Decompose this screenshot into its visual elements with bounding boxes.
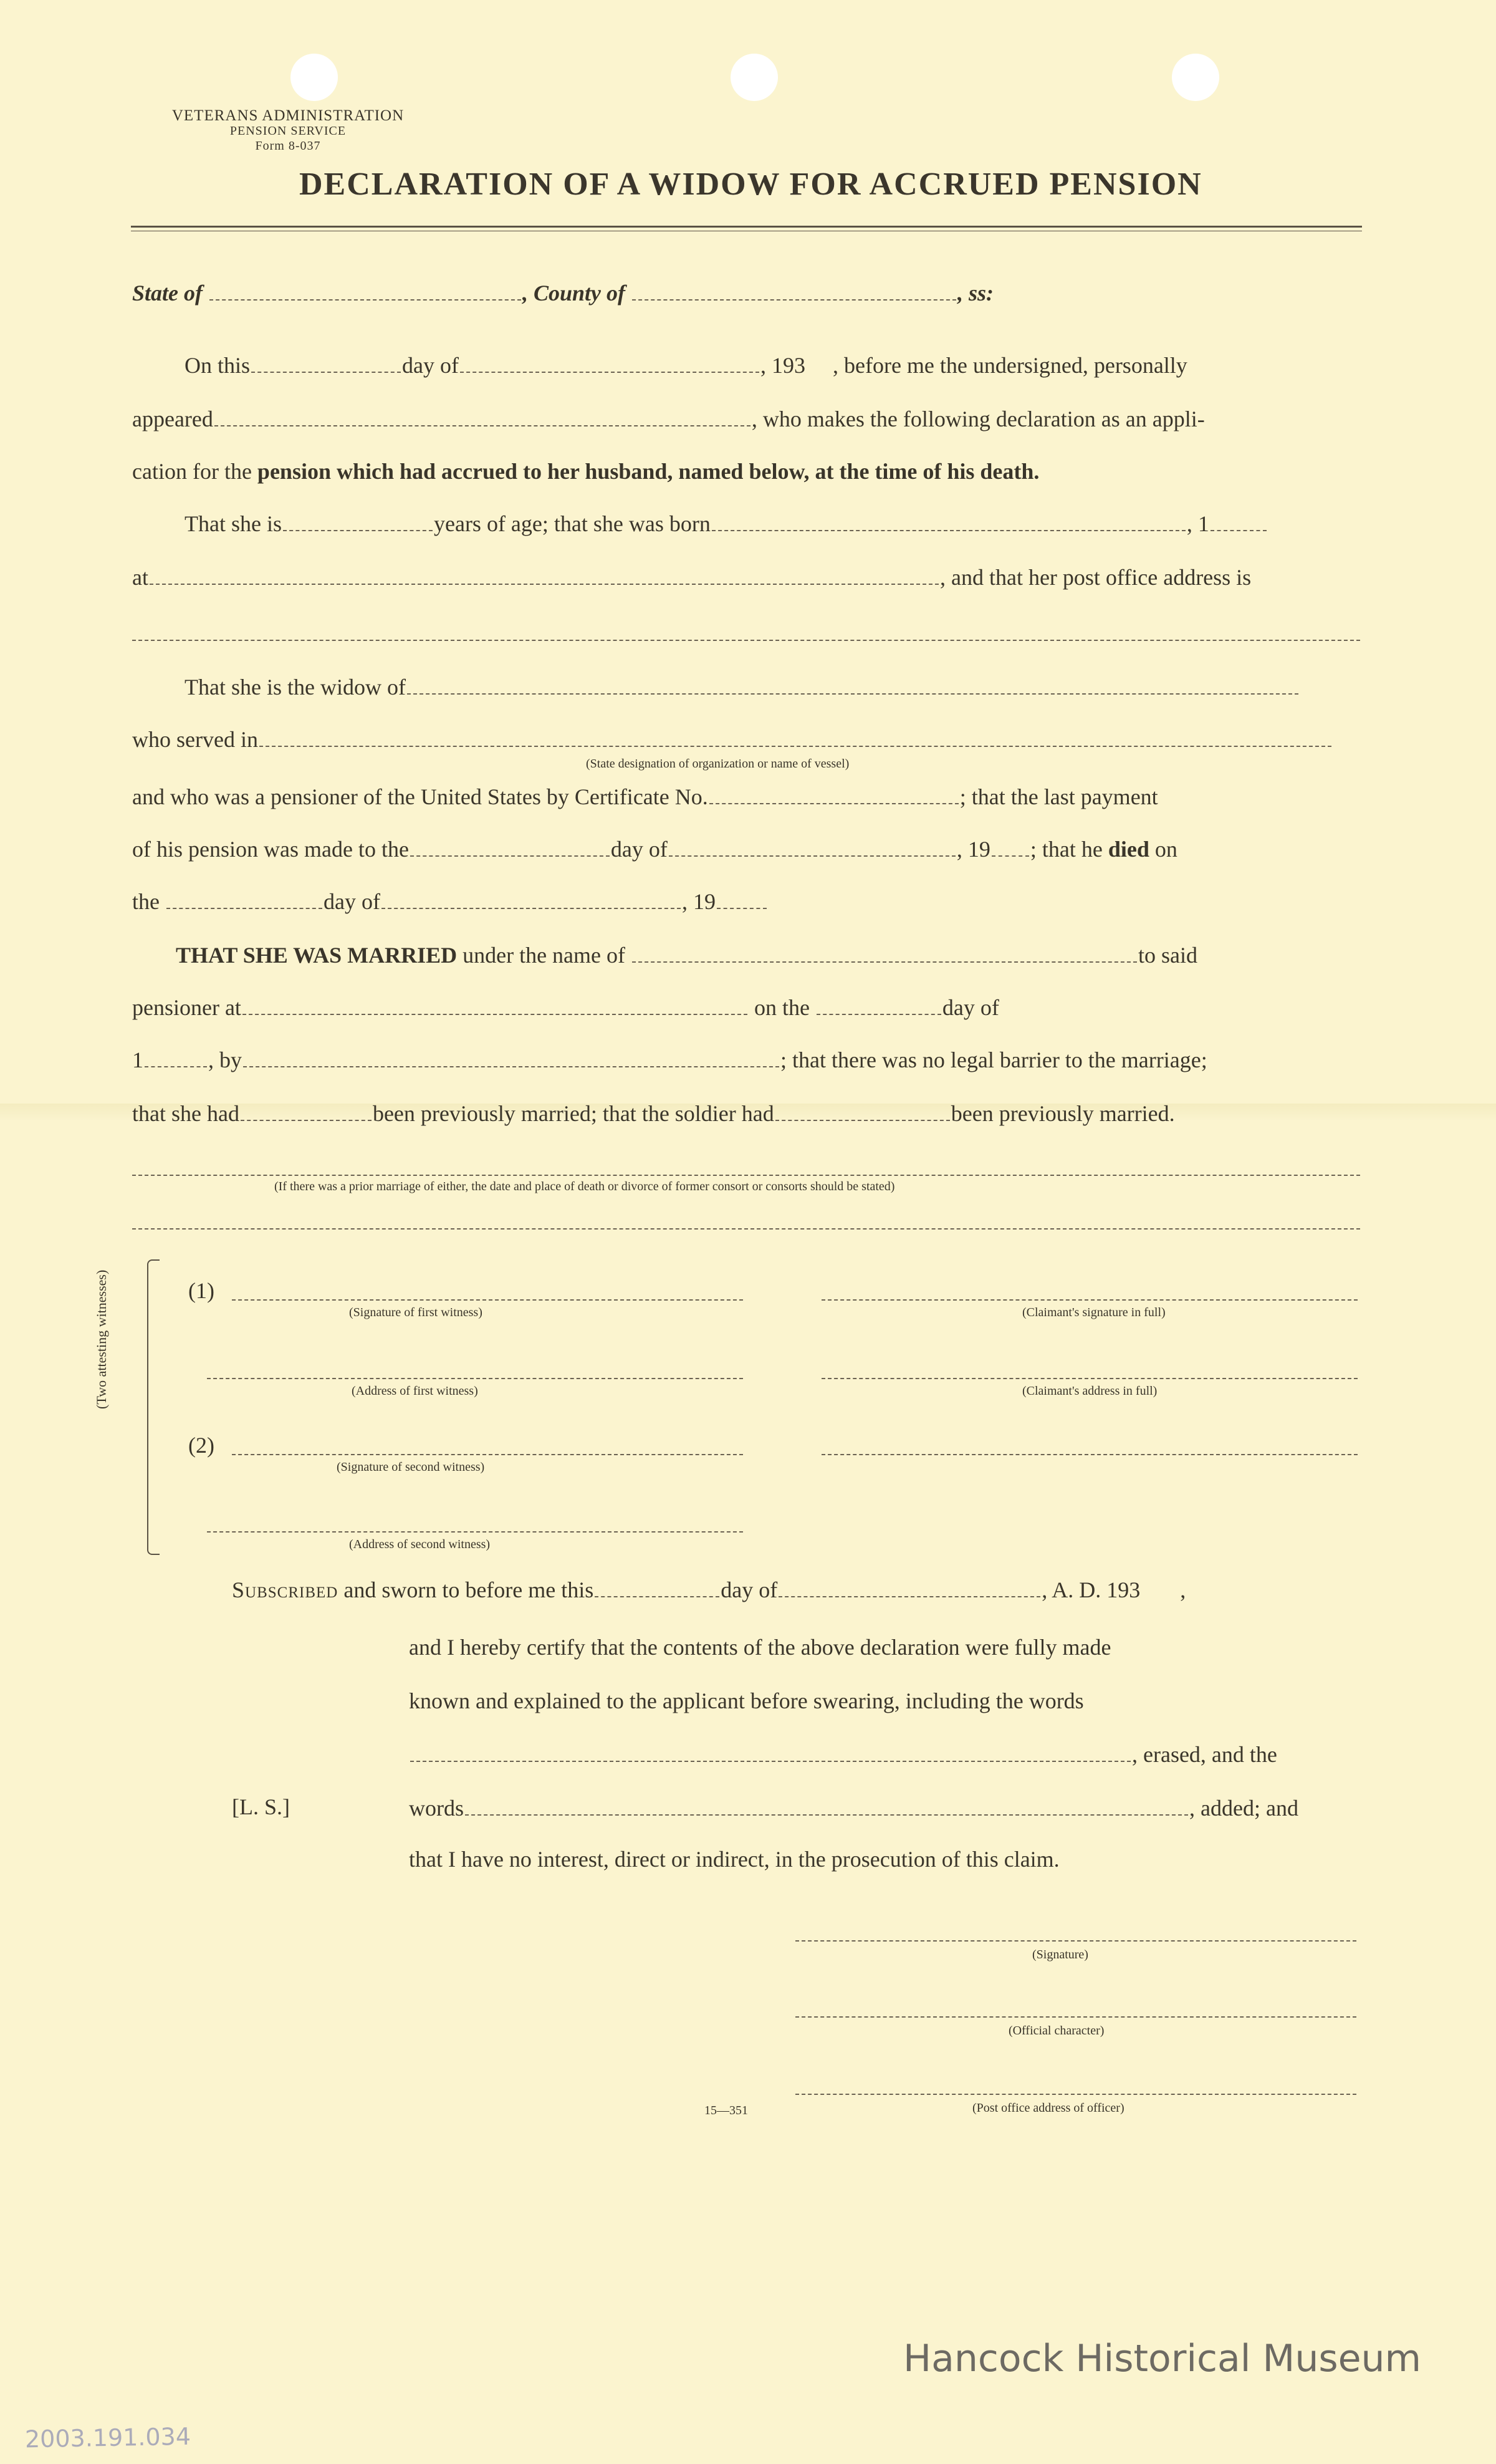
to-said-text: to said	[1138, 943, 1198, 968]
claimant-name-field[interactable]	[214, 405, 750, 426]
death-month-field[interactable]	[381, 888, 681, 909]
jurat-line3: known and explained to the applicant before swearing, including the words	[409, 1688, 1084, 1713]
under-name-text: under the name of	[463, 943, 626, 968]
witness-1-signature-caption: (Signature of first witness)	[349, 1306, 482, 1319]
witness-2-number: (2)	[188, 1433, 214, 1458]
witness-1-address-field[interactable]	[207, 1378, 743, 1379]
witness-bracket	[147, 1259, 160, 1555]
birth-year-field[interactable]	[1211, 510, 1267, 531]
accrued-pension-text: pension which had accrued to her husband, named below, at the time of his death.	[257, 459, 1040, 484]
widow-of-text: That she is the widow of	[185, 675, 406, 700]
birthplace-field[interactable]	[150, 564, 939, 585]
organization-caption: (State designation of organization or name of vessel)	[586, 757, 850, 771]
punch-hole	[731, 54, 778, 101]
maiden-name-field[interactable]	[632, 941, 1137, 963]
officer-address-caption: (Post office address of officer)	[972, 2101, 1124, 2115]
payment-year-field[interactable]	[992, 835, 1029, 857]
county-field[interactable]	[632, 279, 956, 301]
month-field[interactable]	[460, 352, 759, 373]
witness-2-signature-caption: (Signature of second witness)	[337, 1460, 485, 1474]
year-text: , 193	[760, 353, 805, 378]
official-character-caption: (Official character)	[1009, 2024, 1105, 2038]
certificate-field[interactable]	[709, 783, 959, 804]
sworn-text: and sworn to before me this	[343, 1577, 594, 1602]
on-the-text: on the	[754, 995, 810, 1020]
witness-vertical-label: (Two attesting witnesses)	[94, 1269, 109, 1409]
last-payment-text: ; that the last payment	[959, 784, 1158, 809]
husband-name-field[interactable]	[407, 673, 1298, 695]
form-header	[138, 108, 438, 153]
subscribed-text: Subscribed	[232, 1577, 338, 1602]
ss-label: , ss:	[957, 281, 994, 306]
title-rule	[131, 226, 1362, 228]
one-text: 1	[132, 1047, 143, 1072]
venue-line	[132, 279, 994, 307]
prior-marriage-caption: (If there was a prior marriage of either, the date and place of death or divorce of former consort or consorts should be stated)	[274, 1180, 895, 1193]
witness-2-signature-field[interactable]	[232, 1454, 743, 1455]
pencil-accession-note: 2003.191.034	[24, 2422, 191, 2453]
death-day-field[interactable]	[166, 888, 322, 909]
service-name: PENSION SERVICE	[229, 124, 347, 138]
years-age-text: years of age; that she was born	[433, 511, 711, 536]
state-label: State of	[132, 281, 203, 306]
who-makes-text: , who makes the following declaration as an appli-	[751, 407, 1205, 431]
ls-seal: [L. S.]	[232, 1794, 290, 1819]
claimant-extra-field[interactable]	[822, 1454, 1358, 1455]
state-field[interactable]	[209, 279, 521, 301]
officiant-field[interactable]	[243, 1046, 779, 1067]
married-heading: THAT SHE WAS MARRIED	[176, 943, 458, 968]
payment-month-field[interactable]	[669, 835, 956, 857]
witness-1-address-caption: (Address of first witness)	[352, 1384, 478, 1398]
nineteen-text: , 19	[956, 837, 990, 862]
day-of-text-3: day of	[323, 889, 380, 914]
jurat-line1	[232, 1576, 1186, 1604]
on-text: on	[1154, 837, 1177, 862]
comma-text: ,	[1180, 1577, 1186, 1602]
served-in-text: who served in	[132, 727, 258, 752]
on-this-text: On this	[185, 353, 251, 378]
p1-line1	[185, 352, 1187, 379]
erased-words-field[interactable]	[410, 1741, 1131, 1762]
jurat-line6: that I have no interest, direct or indirect, in the prosecution of this claim.	[409, 1847, 1060, 1872]
witness-2-address-field[interactable]	[207, 1531, 743, 1533]
p1-line3	[132, 458, 1039, 485]
jurat-line2: and I hereby certify that the contents of the above declaration were fully made	[409, 1635, 1111, 1660]
p3-line2	[132, 726, 1333, 753]
agency-name: VETERANS ADMINISTRATION	[171, 107, 405, 124]
ad-text: , A. D. 193	[1042, 1577, 1141, 1602]
nineteen-text-2: , 19	[681, 889, 716, 914]
officer-address-field[interactable]	[795, 2094, 1356, 2095]
jurat-line5	[409, 1794, 1298, 1822]
she-is-text: That she is	[185, 511, 282, 536]
officer-signature-field[interactable]	[795, 1940, 1356, 1942]
died-text: died	[1108, 837, 1149, 862]
birth-year-prefix: , 1	[1186, 511, 1209, 536]
p4-line4	[132, 1100, 1175, 1127]
age-field[interactable]	[283, 510, 433, 531]
payment-day-field[interactable]	[410, 835, 610, 857]
year-field[interactable]	[807, 353, 832, 373]
day-field[interactable]	[251, 352, 401, 373]
p3-line4	[132, 835, 1177, 863]
p2-line2	[132, 564, 1251, 591]
address-field[interactable]	[132, 640, 1360, 641]
day-of-text-4: day of	[942, 995, 999, 1020]
erased-text: , erased, and the	[1132, 1742, 1277, 1767]
words-text: words	[409, 1796, 464, 1821]
death-year-field[interactable]	[717, 888, 767, 909]
form-number: Form 8-037	[255, 139, 321, 153]
his-pension-text: of his pension was made to the	[132, 837, 409, 862]
marriage-place-field[interactable]	[242, 994, 747, 1015]
marriage-day-field[interactable]	[817, 994, 941, 1015]
pensioner-text: and who was a pensioner of the United States by Certificate No.	[132, 784, 708, 809]
prior-marriage-field[interactable]	[132, 1175, 1360, 1176]
added-words-field[interactable]	[465, 1794, 1188, 1816]
witness-1-signature-field[interactable]	[232, 1299, 743, 1301]
jurat-year-field[interactable]	[1141, 1577, 1179, 1597]
been-prev2-text: been previously married.	[951, 1101, 1175, 1126]
she-had-text: that she had	[132, 1101, 239, 1126]
p4-line2	[132, 994, 999, 1021]
p3-line1	[185, 673, 1300, 701]
p4-line3	[132, 1046, 1207, 1074]
document-title: DECLARATION OF A WIDOW FOR ACCRUED PENSION	[299, 166, 1202, 202]
cation-text: cation for the	[132, 459, 252, 484]
at-text: at	[132, 565, 148, 590]
soldier-had-field[interactable]	[775, 1100, 950, 1121]
officer-signature-caption: (Signature)	[1032, 1948, 1088, 1961]
punch-hole	[1172, 54, 1219, 101]
p3-line5	[132, 888, 768, 915]
birth-date-field[interactable]	[712, 510, 1186, 531]
p4-line1	[176, 941, 1197, 969]
witness-1-number: (1)	[188, 1278, 214, 1303]
claimant-address-field[interactable]	[822, 1378, 1358, 1379]
jurat-month-field[interactable]	[779, 1576, 1040, 1597]
before-me-text: , before me the undersigned, personally	[832, 353, 1187, 378]
county-label: , County of	[522, 281, 626, 306]
pensioner-at-text: pensioner at	[132, 995, 241, 1020]
claimant-signature-caption: (Claimant's signature in full)	[1022, 1306, 1166, 1319]
jurat-day-of-text: day of	[721, 1577, 778, 1602]
official-character-field[interactable]	[795, 2016, 1356, 2018]
organization-field[interactable]	[259, 726, 1331, 747]
jurat-day-field[interactable]	[595, 1576, 719, 1597]
claimant-address-caption: (Claimant's address in full)	[1022, 1384, 1158, 1398]
appeared-text: appeared	[132, 407, 213, 431]
claimant-signature-field[interactable]	[822, 1299, 1358, 1301]
p3-line3	[132, 783, 1158, 811]
day-of-text-2: day of	[610, 837, 668, 862]
print-number: 15—351	[704, 2104, 748, 2117]
no-barrier-text: ; that there was no legal barrier to the marriage;	[780, 1047, 1207, 1072]
by-text: , by	[208, 1047, 242, 1072]
been-prev-text: been previously married; that the soldier had	[372, 1101, 774, 1126]
p1-line2	[132, 405, 1205, 433]
punch-hole	[290, 54, 338, 101]
prior-marriage-field-2[interactable]	[132, 1228, 1360, 1230]
that-he-text: ; that he	[1030, 837, 1103, 862]
marriage-year-field[interactable]	[145, 1046, 207, 1067]
witness-2-address-caption: (Address of second witness)	[349, 1538, 491, 1551]
added-text: , added; and	[1189, 1796, 1298, 1821]
jurat-line4	[409, 1741, 1277, 1768]
she-had-field[interactable]	[241, 1100, 372, 1121]
museum-watermark: Hancock Historical Museum	[903, 2337, 1421, 2380]
the-text: the	[132, 889, 160, 914]
post-office-text: , and that her post office address is	[939, 565, 1252, 590]
p2-line1	[185, 510, 1268, 537]
day-of-text: day of	[402, 353, 459, 378]
